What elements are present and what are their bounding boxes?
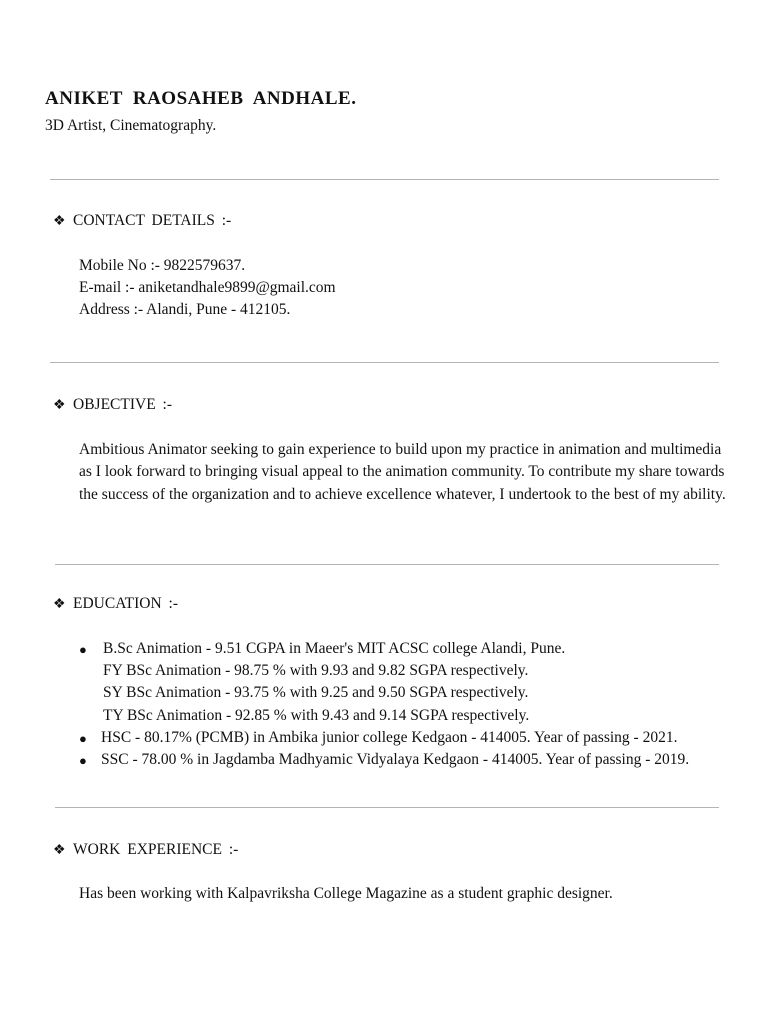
diamond-bullet-icon: ❖ [53, 597, 66, 612]
divider [50, 362, 719, 363]
work-text: Has been working with Kalpavriksha College Magazine as a student graphic designer. [79, 885, 613, 902]
objective-text: Ambitious Animator seeking to gain experience to build upon my practice in animation and multimedia as I look forward to bringing visual appeal to the animation community. To contribute my share towards the success of the organization and to achieve excellence whatever, I undertook to the best of my ability. [79, 441, 726, 503]
divider [55, 564, 719, 565]
education-ssc: SSC - 78.00 % in Jagdamba Madhyamic Vidyalaya Kedgaon - 414005. Year of passing - 2019. [101, 751, 690, 768]
list-bullet-icon: ● [79, 753, 87, 768]
list-bullet-icon: ● [79, 642, 87, 657]
contact-heading-text: CONTACT DETAILS :- [73, 212, 232, 229]
education-hsc: HSC - 80.17% (PCMB) in Ambika junior college Kedgaon - 414005. Year of passing - 2021. [101, 729, 678, 746]
education-heading-text: EDUCATION :- [73, 595, 179, 612]
education-sy: SY BSc Animation - 93.75 % with 9.25 and 9.50 SGPA respectively. [103, 684, 529, 701]
education-ty: TY BSc Animation - 92.85 % with 9.43 and 9.14 SGPA respectively. [103, 707, 530, 724]
divider [50, 179, 719, 180]
contact-address: Address :- Alandi, Pune - 412105. [79, 301, 291, 318]
objective-heading [53, 396, 172, 414]
education-heading [53, 595, 178, 613]
education-fy: FY BSc Animation - 98.75 % with 9.93 and 9.82 SGPA respectively. [103, 662, 529, 679]
education-bsc: B.Sc Animation - 9.51 CGPA in Maeer's MIT ACSC college Alandi, Pune. [103, 640, 566, 657]
contact-heading [53, 212, 231, 230]
diamond-bullet-icon: ❖ [53, 398, 66, 413]
diamond-bullet-icon: ❖ [53, 843, 66, 858]
applicant-name: ANIKET RAOSAHEB ANDHALE. [45, 88, 357, 109]
objective-heading-text: OBJECTIVE :- [73, 396, 173, 413]
list-bullet-icon: ● [79, 731, 87, 746]
diamond-bullet-icon: ❖ [53, 214, 66, 229]
contact-mobile: Mobile No :- 9822579637. [79, 257, 246, 274]
applicant-title: 3D Artist, Cinematography. [45, 117, 217, 134]
divider [55, 807, 719, 808]
work-heading [53, 841, 238, 859]
work-heading-text: WORK EXPERIENCE :- [73, 841, 239, 858]
contact-email: E-mail :- aniketandhale9899@gmail.com [79, 279, 336, 296]
